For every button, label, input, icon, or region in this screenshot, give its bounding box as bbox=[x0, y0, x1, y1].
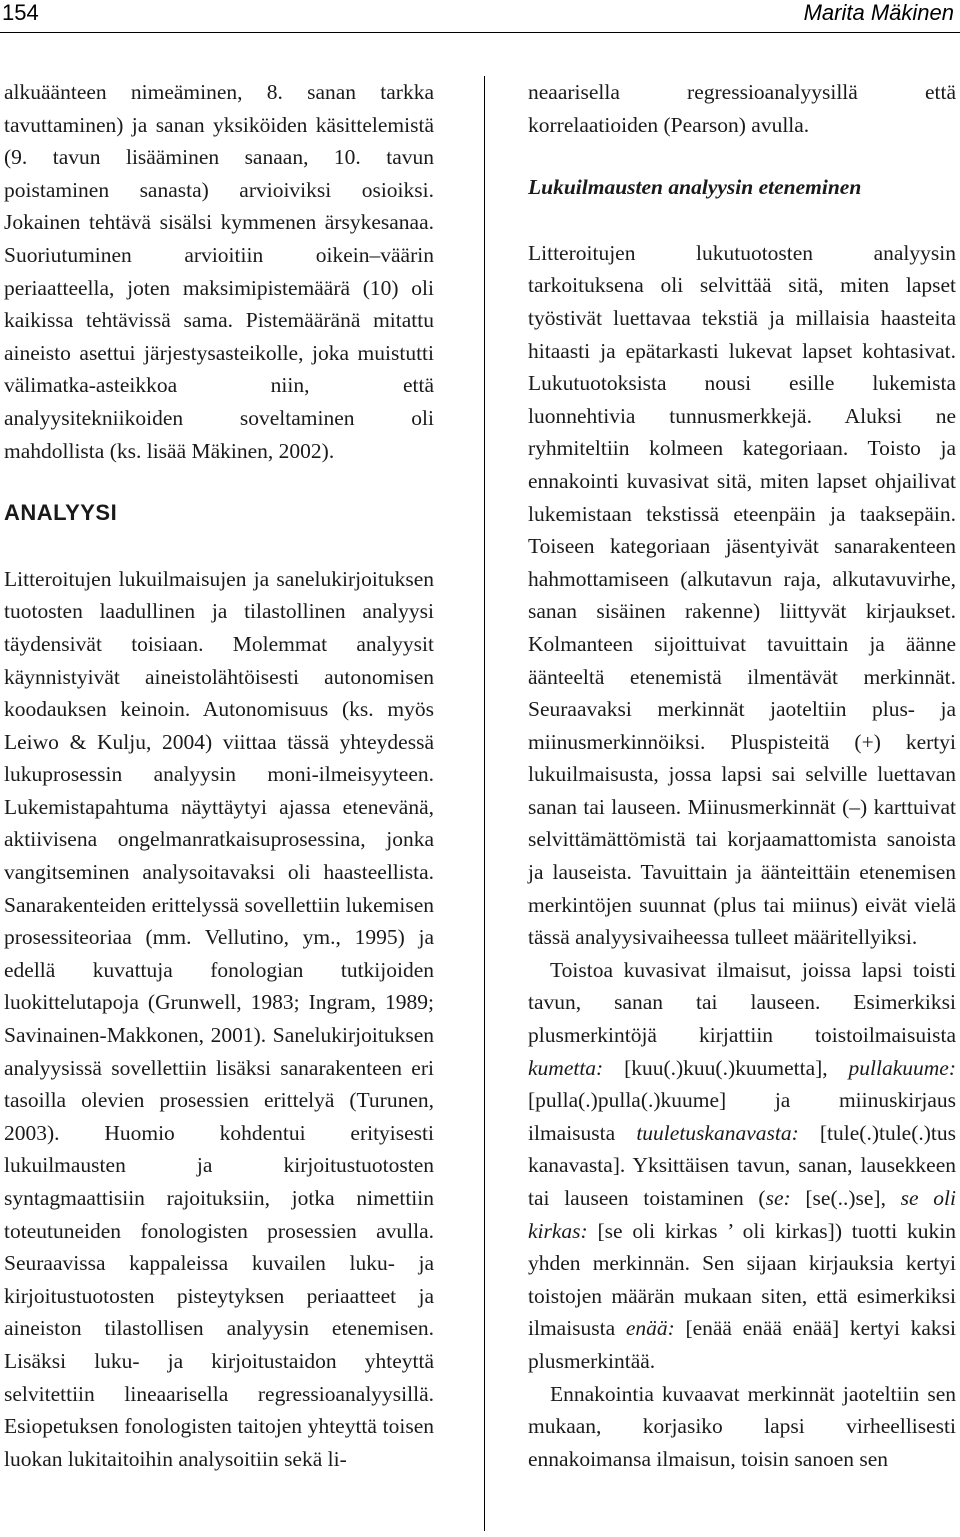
example-word: se: bbox=[765, 1186, 791, 1210]
paragraph-anticipation: Ennakointia kuvaavat merkinnät jaoteltiin sen mukaan, korjasiko lapsi virheellisesti ennakoimansa ilmaisun, toisin sanoen sen bbox=[528, 1381, 956, 1471]
left-column bbox=[4, 76, 434, 1475]
text-run: [tule(.)tule(.)tus kanavasta]. Yksittäisen tavun, sanan, lausekkeen tai lauseen toistaminen ( bbox=[528, 1120, 957, 1210]
example-word: kumetta: bbox=[528, 1055, 604, 1080]
example-word: se oli kirkas: bbox=[528, 1186, 956, 1243]
running-head-author: Marita Mäkinen bbox=[803, 0, 954, 25]
text-run: [se(..)se], bbox=[790, 1186, 901, 1210]
example-word: tuuletuskanavasta: bbox=[636, 1120, 799, 1145]
paragraph-intro: alkuäänteen nimeäminen, 8. sanan tarkka tavuttaminen) ja sanan yksiköiden käsittelemistä (9. tavun lisääminen sanaan, 10. tavun poistaminen sanasta) arvioiviksi osioiksi. Jokainen tehtävä sisälsi kymmenen ärsykesanaa. Suoriutuminen arvioitiin oikein–väärin periaatteella, joten maksimipistemäärä (10) oli kaikissa tehtävissä sama. Pistemääränä mitattu aineisto asettui järjestysasteikolle, joka muistutti välimatka-asteikkoa niin, että analyysitekniikoiden soveltaminen oli mahdollista (ks. lisää Mäkinen, 2002). bbox=[4, 80, 434, 463]
paragraph-repetition bbox=[528, 954, 956, 1378]
right-column bbox=[528, 76, 956, 1475]
paragraph-continuation: neaarisella regressioanalyysillä että korrelaatioiden (Pearson) avulla. bbox=[528, 80, 956, 137]
subsection-heading: Lukuilmausten analyysin eteneminen bbox=[528, 175, 862, 200]
text-run: [se oli kirkas ’ oli kirkas]) tuotti kukin yhden merkinnän. Sen sijaan kirjauksia kertyi toistojen määrän mukaan siten, että esimerkiksi ilmaisusta bbox=[528, 1218, 956, 1341]
text-run: Toistoa kuvasivat ilmaisut, joissa lapsi toisti tavun, sanan tai lauseen. Esimerkiksi plusmerkintöjä kirjattiin toistoilmaisuista bbox=[528, 957, 956, 1048]
section-heading: ANALYYSI bbox=[4, 500, 118, 526]
paragraph-analysis: Litteroitujen lukuilmaisujen ja sanelukirjoituksen tuotosten laadullinen ja tilastollinen analyysi täydensivät toisiaan. Molemmat analyysit käynnistyivät aineistolähtöisesti autonomisen koodauksen keinoin. Autonomisuus (ks. myös Leiwo & Kulju, 2004) viittaa tässä yhteydessä lukuprosessin analyysin moni-ilmeisyyteen. Lukemistapahtuma näyttäytyi ajassa etenevänä, aktiivisena ongelmanratkaisuprosessina, jonka vangitseminen analysoitavaksi oli haasteellista. Sanarakenteiden erittelyssä sovellettiin lukemisen prosessiteoriaa (mm. Vellutino, ym., 1995) ja edellä kuvattuja fonologian tutkijoiden luokittelutapoja (Grunwell, 1983; Ingram, 1989; Savinainen-Makkonen, 2001). Sanelukirjoituksen analyysissä sovellettiin lisäksi sanarakenteen eri tasoilla olevien prosessien erittelyä (Turunen, 2003). Huomio kohdentui erityisesti lukuilmausten ja kirjoitustuotosten syntagmaattisiin rajoituksiin, jotka nimettiin toteutuneiden fonologisten prosessien avulla. Seuraavissa kappaleissa kuvailen luku- ja kirjoitustuotosten pisteytyksen periaatteet ja aineiston tilastollisen analyysin etenemisen. Lisäksi luku- ja kirjoitustaidon yhteyttä selvitettiin lineaarisella regressioanalyysillä. Esiopetuksen fonologisten taitojen yhteyttä toisen luokan lukitaitoihin analysoitiin sekä li- bbox=[4, 566, 434, 1471]
paragraph-categories: Litteroitujen lukutuotosten analyysin tarkoituksena oli selvittää sitä, miten lapset työstivät luettavaa tekstiä ja millaisia haasteita hitaasti ja epätarkasti lukevat lapset kohtasivat. Lukutuotoksista nousi esille lukemista luonnehtivia tunnusmerkkejä. Aluksi ne ryhmiteltiin kolmeen kategoriaan. Toisto ja ennakointi kuvasivat sitä, miten lapset ohjailivat lukemistaan tekstissä eteenpäin ja taaksepäin. Toiseen kategoriaan jäsentyivät sanarakenteen hahmottamiseen (alkutavun raja, alkutavuvirhe, sanan sisäinen rakenne) liittyvät kirjaukset. Kolmanteen sijoittuivat tavuittain ja äänne äänteeltä etenemistä ilmentävät merkinnät. Seuraavaksi merkinnät jaoteltiin plus- ja miinusmerkinnöiksi. Pluspisteitä (+) kertyi lukuilmaisusta, jossa lapsi sai selville luettavan sanan tai lauseen. Miinusmerkinnät (–) karttuivat selvittämättömistä tai korjaamattomista sanoista ja lauseista. Tavuittain ja äänteittäin etenemisen merkintöjen suunnat (plus tai miinus) eivät vielä tässä analyysivaiheessa tulleet määritellyiksi. bbox=[528, 240, 956, 950]
page-number: 154 bbox=[2, 0, 39, 25]
text-run: [pulla(.)pulla(.)kuume] ja miinuskirjaus ilmaisusta bbox=[528, 1088, 956, 1145]
page-header bbox=[0, 0, 960, 33]
example-word: pullakuume: bbox=[848, 1055, 956, 1080]
text-run: [enää enää enää] kertyi kaksi plusmerkintää. bbox=[528, 1316, 956, 1373]
example-word: enää: bbox=[625, 1316, 675, 1341]
text-run: [kuu(.)kuu(.)kuumetta], bbox=[603, 1055, 849, 1080]
column-divider bbox=[484, 76, 485, 1531]
